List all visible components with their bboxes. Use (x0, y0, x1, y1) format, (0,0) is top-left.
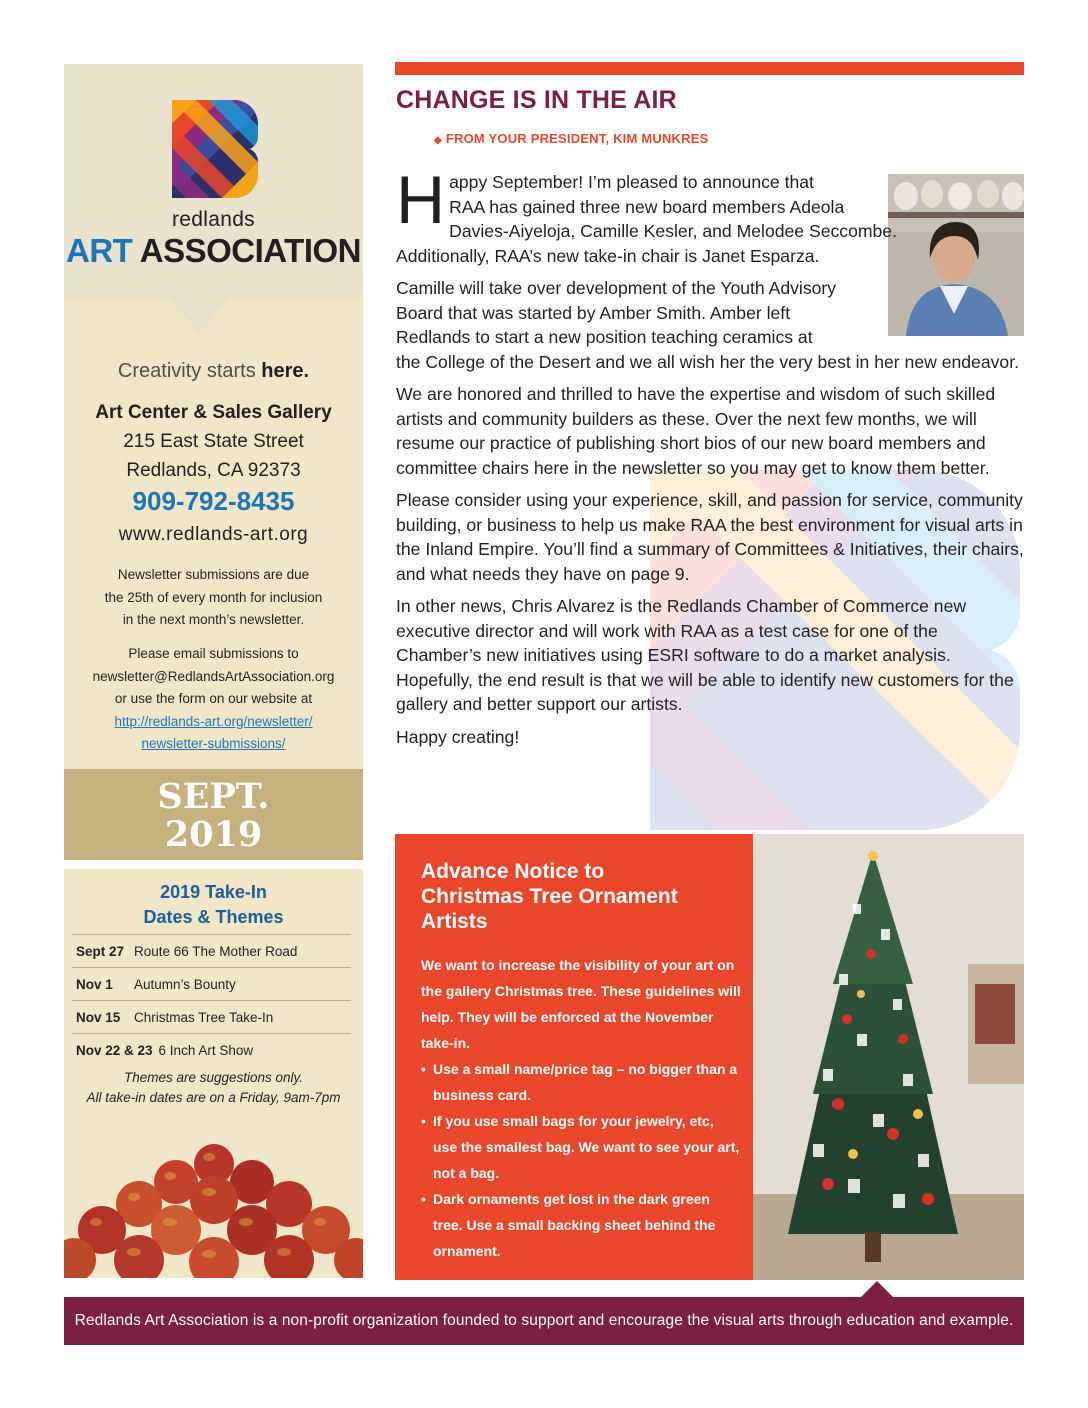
logo-wordmark-small: redlands (172, 208, 255, 231)
footer-banner: Redlands Art Association is a non-profit organization founded to support and encourage the visual arts through education and example. (64, 1297, 1024, 1345)
notice-intro: We want to increase the visibility of your art on the gallery Christmas tree. These guidelines will help. They will be enforced at the November take-in. (421, 957, 741, 1051)
apples-image (64, 1142, 363, 1278)
footer-notch (861, 1281, 893, 1297)
logo-word-art: ART (65, 232, 133, 269)
article-title: CHANGE IS IN THE AIR (396, 86, 677, 114)
issue-month: SEPT. (157, 776, 270, 817)
gallery-website: www.redlands-art.org (118, 524, 309, 545)
email-note-line: or use the form on our website at (114, 691, 313, 706)
takein-title: 2019 Take-In (160, 882, 267, 902)
article-line: Redlands to start a new position teaching ceramics at (396, 327, 813, 347)
takein-note-line: All take-in dates are on a Friday, 9am-7pm (86, 1090, 341, 1105)
submission-form-link-cont[interactable]: newsletter-submissions/ (141, 736, 286, 751)
submission-note-line: Newsletter submissions are due (117, 567, 310, 582)
submission-note (74, 564, 353, 632)
list-item: • Dark ornaments get lost in the dark green tree. Use a small backing sheet behind the ornament. (421, 1186, 741, 1264)
notice-body (421, 952, 741, 1264)
logo-wordmark (64, 232, 363, 270)
takein-theme: Autumn’s Bounty (134, 976, 236, 992)
notice-title-line: Advance Notice to (421, 860, 605, 883)
diamond-bullet-icon: ◆ (434, 135, 442, 146)
article-line: RAA has gained three new board members Adeola (449, 196, 845, 217)
takein-note-line: Themes are suggestions only. (123, 1070, 304, 1085)
newsletter-email: newsletter@RedlandsArtAssociation.org (92, 668, 335, 684)
tagline (64, 360, 363, 383)
tagline-emphasis: here. (261, 360, 310, 382)
submission-form-link[interactable]: http://redlands-art.org/newsletter/ (114, 713, 313, 729)
takein-theme: Route 66 The Mother Road (134, 943, 298, 959)
takein-note (64, 1068, 363, 1108)
drop-cap: H (396, 162, 446, 238)
divider (64, 860, 363, 869)
article-paragraph (396, 162, 1026, 268)
notice-title-line: Artists (421, 910, 488, 933)
takein-subtitle: Dates & Themes (143, 907, 284, 927)
takein-date: Nov 1 (76, 976, 113, 992)
article-line: appy September! I’m pleased to announce that (449, 172, 814, 192)
email-note (74, 643, 353, 756)
article-paragraph: In other news, Chris Alvarez is the Redlands Chamber of Commerce new executive director and will work with RAA as a test case for one of the Chamber’s new initiatives using ESRI software to do a market analysis. Hopefully, the end result is that we will be able to identify new customers for the gallery and better support our artists. (396, 596, 1014, 714)
article-body (396, 162, 1026, 757)
notice-title (421, 859, 741, 934)
submission-note-line: the 25th of every month for inclusion (104, 589, 323, 605)
article-paragraph: We are honored and thrilled to have the expertise and wisdom of such skilled artists and community builders as these. Over the next few months, we will resume our practice of publishing short bios of our new board members and committee chairs here in the newsletter so you may get to know them better. (396, 384, 996, 478)
article-paragraph: Please consider using your experience, skill, and passion for service, community building, or business to help us make RAA the best environment for visual arts in the Inland Empire. You’ll find a summary of Committees & Initiatives, their chairs, and what needs they have on page 9. (396, 490, 1024, 584)
takein-date: Nov 22 & 23 (76, 1042, 153, 1058)
tagline-prefix: Creativity starts (117, 360, 256, 382)
logo-word-association: ASSOCIATION (139, 232, 361, 269)
byline-text: FROM YOUR PRESIDENT, KIM MUNKRES (445, 131, 709, 146)
article-signoff: Happy creating! (396, 726, 520, 747)
article-line: Additionally, RAA’s new take-in chair is Janet Esparza. (396, 245, 820, 266)
table-row (72, 934, 351, 967)
list-item: • Use a small name/price tag – no bigger than a business card. (421, 1056, 741, 1108)
email-note-line: Please email submissions to (128, 646, 299, 661)
gallery-city: Redlands, CA 92373 (126, 460, 301, 481)
christmas-tree-photo (753, 834, 1024, 1280)
ornament-notice-box (395, 834, 753, 1280)
header-accent-bar (395, 62, 1024, 75)
notice-title-line: Christmas Tree Ornament (421, 885, 678, 908)
article-byline (434, 131, 708, 146)
list-item: • If you use small bags for your jewelry, etc, use the smallest bag. We want to see your art, not a bag. (421, 1108, 741, 1186)
takein-date: Nov 15 (76, 1009, 121, 1025)
article-line: Board that was started by Amber Smith. Amber left (396, 302, 791, 323)
takein-date: Sept 27 (76, 943, 125, 959)
submission-note-line: in the next month’s newsletter. (122, 612, 305, 627)
article-line: Camille will take over development of the Youth Advisory (396, 278, 837, 298)
logo-panel (64, 64, 363, 298)
gallery-street: 215 East State Street (123, 431, 304, 452)
article-line: the College of the Desert and we all wish her the very best in her new endeavor. (396, 351, 1019, 372)
takein-theme: 6 Inch Art Show (158, 1042, 254, 1058)
article-paragraph (396, 276, 1026, 374)
article-line: Davies-Aiyeloja, Camille Kesler, and Melodee Seccombe. (449, 221, 897, 241)
gallery-phone: 909-792-8435 (132, 486, 295, 516)
gallery-name: Art Center & Sales Gallery (95, 402, 332, 423)
raa-logo-mark-icon (172, 100, 258, 198)
takein-table (72, 934, 351, 1066)
table-row (72, 1033, 351, 1066)
takein-theme: Christmas Tree Take-In (134, 1009, 274, 1025)
issue-date-panel (64, 769, 363, 860)
sidebar (64, 64, 363, 1278)
table-row (72, 967, 351, 1000)
table-row (72, 1000, 351, 1033)
issue-year: 2019 (164, 814, 263, 855)
